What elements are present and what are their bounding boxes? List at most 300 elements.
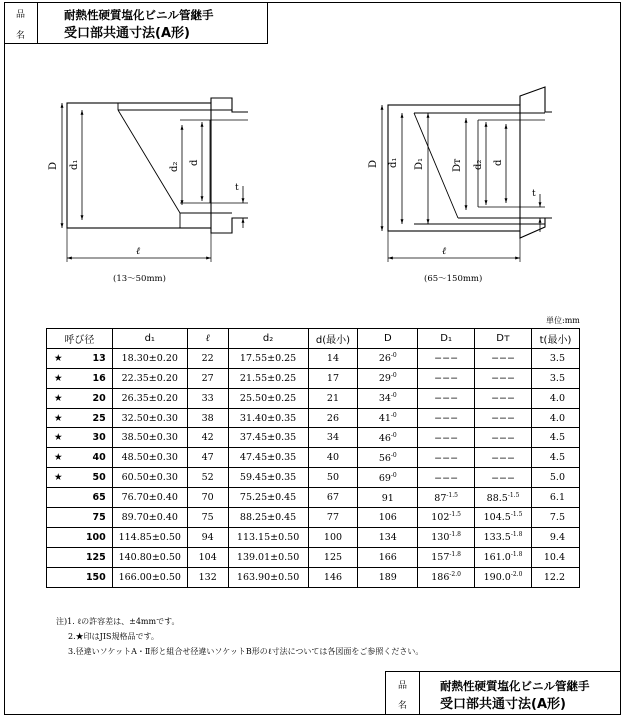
D-value: 106 — [378, 512, 397, 524]
table-row — [47, 448, 580, 468]
DT-tolerance: -1.5 — [507, 491, 520, 499]
dmin-value: 50 — [326, 472, 340, 484]
cell-D1 — [418, 388, 475, 408]
cell-d1 — [112, 448, 187, 468]
cell-dmin — [308, 468, 358, 488]
cell-d1 — [112, 348, 187, 368]
l-value: 70 — [201, 492, 214, 504]
D-tolerance: -0 — [390, 392, 397, 400]
cell-dmin — [308, 428, 358, 448]
cell-DT — [475, 348, 532, 368]
cell-DT — [475, 448, 532, 468]
cell-d1 — [112, 408, 187, 428]
cell-dmin — [308, 488, 358, 508]
D1-value: −−− — [434, 432, 459, 444]
table-row — [47, 348, 580, 368]
tmin-value: 3.5 — [549, 352, 565, 364]
cell-tmin — [531, 428, 579, 448]
cell-l — [187, 567, 228, 587]
d1-value: 18.30±0.20 — [121, 352, 178, 364]
cell-DT — [475, 547, 532, 567]
cell-dmin — [308, 547, 358, 567]
cell-D1 — [418, 368, 475, 388]
l-value: 22 — [201, 352, 214, 364]
DT-value: −−− — [491, 432, 515, 444]
cell-DT — [475, 488, 532, 508]
cell-D — [358, 547, 418, 567]
tmin-value: 4.0 — [549, 412, 565, 424]
d1-value: 76.70±0.40 — [121, 492, 178, 504]
dmin-value: 34 — [326, 432, 340, 444]
cell-DT — [475, 567, 532, 587]
jis-star: ★ — [54, 392, 63, 404]
tmin-value: 3.5 — [549, 372, 565, 384]
d2-value: 113.15±0.50 — [236, 531, 300, 543]
dmin-value: 14 — [326, 352, 340, 364]
cell-d2 — [228, 388, 308, 408]
D1-value: −−− — [434, 373, 459, 385]
cell-D1 — [418, 527, 475, 547]
cell-dmin — [308, 368, 358, 388]
DT-value: −−− — [491, 353, 515, 365]
right-bottom-flare — [520, 218, 552, 238]
DT-value: 133.5 — [483, 532, 511, 544]
right-label-d1: d₁ — [388, 157, 399, 168]
cell-d1 — [112, 567, 187, 587]
DT-value: −−− — [491, 413, 515, 424]
cell-D — [358, 348, 418, 368]
product-title-bottom: 耐熱性硬質塩化ビニル管継手 — [440, 679, 590, 693]
cell-D — [358, 388, 418, 408]
cell-nominal — [47, 348, 113, 368]
cell-DT — [475, 508, 532, 528]
l-value: 47 — [201, 452, 214, 464]
nominal-value: 150 — [85, 571, 106, 583]
D-value: 41 — [378, 413, 391, 424]
cell-tmin — [531, 348, 579, 368]
cell-nominal — [47, 567, 113, 587]
header-DT: Dт — [475, 329, 532, 349]
DT-value: −−− — [491, 472, 515, 484]
cell-D1 — [418, 428, 475, 448]
cell-tmin — [531, 488, 579, 508]
cell-tmin — [531, 567, 579, 587]
cell-DT — [475, 468, 532, 488]
D1-value: −−− — [434, 472, 459, 484]
tmin-value: 6.1 — [549, 492, 565, 504]
cell-nominal — [47, 388, 113, 408]
D-tolerance: -0 — [390, 352, 397, 360]
DT-tolerance: -1.8 — [510, 531, 523, 539]
product-subtitle: 受口部共通寸法(A形) — [64, 26, 190, 41]
cell-d1 — [112, 488, 187, 508]
cell-nominal — [47, 547, 113, 567]
cell-d2 — [228, 547, 308, 567]
jis-star: ★ — [54, 452, 63, 464]
cell-l — [187, 488, 228, 508]
nominal-value: 25 — [92, 412, 106, 424]
jis-star: ★ — [54, 472, 63, 484]
note-3: 3.径違いソケットA・Ⅱ形と組合せ径違いソケットB形のℓ寸法については各図面をご参照ください。 — [68, 647, 424, 656]
cell-l — [187, 468, 228, 488]
tmin-value: 4.5 — [549, 432, 565, 444]
left-label-l: ℓ — [136, 246, 141, 257]
cell-d1 — [112, 468, 187, 488]
cell-l — [187, 527, 228, 547]
cell-DT — [475, 388, 532, 408]
dmin-value: 17 — [326, 372, 340, 384]
D-value: 69 — [378, 472, 391, 484]
l-value: 75 — [201, 511, 214, 523]
label-hin: 品 — [16, 10, 26, 20]
d1-value: 22.35±0.20 — [121, 372, 178, 384]
cell-dmin — [308, 448, 358, 468]
left-label-d1: d₁ — [69, 159, 80, 170]
D-value: 91 — [381, 492, 394, 504]
header-nominal: 呼び径 — [47, 329, 113, 349]
cell-D1 — [418, 348, 475, 368]
D-tolerance: -0 — [390, 431, 397, 439]
D1-tolerance: -1.8 — [449, 551, 461, 559]
DT-value: 161.0 — [483, 552, 511, 564]
left-label-t: t — [235, 183, 239, 193]
cell-D — [358, 527, 418, 547]
cell-d1 — [112, 527, 187, 547]
d1-value: 114.85±0.50 — [118, 531, 181, 543]
right-label-D1: D₁ — [414, 157, 425, 170]
DT-value: −−− — [491, 373, 515, 385]
right-label-l: ℓ — [442, 246, 447, 257]
d2-value: 59.45±0.35 — [239, 472, 297, 484]
note-1: 注)1. ℓの許容差は、±4mmです。 — [56, 617, 180, 626]
dmin-value: 21 — [326, 392, 340, 404]
cell-d1 — [112, 508, 187, 528]
D1-value: −−− — [434, 452, 459, 464]
left-label-D: D — [48, 161, 59, 170]
title-block-bottom — [385, 671, 621, 715]
D-value: 189 — [378, 572, 397, 584]
unit-label: 単位:mm — [546, 316, 580, 325]
d1-value: 26.35±0.20 — [121, 392, 178, 404]
product-subtitle-bottom: 受口部共通寸法(A形) — [440, 697, 566, 712]
right-top-flare — [520, 87, 552, 112]
cell-nominal — [47, 508, 113, 528]
dimension-table — [46, 328, 580, 588]
tmin-value: 12.2 — [543, 571, 565, 583]
header-tmin: t(最小) — [531, 329, 579, 349]
l-value: 94 — [201, 531, 214, 543]
D1-tolerance: -1.5 — [446, 491, 458, 499]
cell-D1 — [418, 408, 475, 428]
table-row — [47, 547, 580, 567]
DT-value: 190.0 — [483, 572, 511, 584]
DT-value: 88.5 — [486, 492, 508, 504]
left-label-d2: d₂ — [169, 161, 180, 172]
D1-value: −−− — [434, 413, 459, 424]
right-label-d: d — [493, 159, 504, 166]
d1-value: 89.70±0.40 — [121, 511, 178, 523]
table-row — [47, 428, 580, 448]
cell-D1 — [418, 468, 475, 488]
nominal-value: 125 — [85, 551, 106, 563]
d2-value: 139.01±0.50 — [236, 551, 300, 563]
cell-tmin — [531, 448, 579, 468]
l-value: 52 — [201, 472, 214, 484]
cell-l — [187, 508, 228, 528]
cell-d1 — [112, 368, 187, 388]
right-caption: (65〜150mm) — [424, 274, 483, 284]
cell-l — [187, 428, 228, 448]
title-label-column-bottom — [386, 672, 420, 715]
cell-d2 — [228, 408, 308, 428]
left-drawing — [62, 98, 248, 262]
cell-DT — [475, 428, 532, 448]
note-2: 2.★印はJIS規格品です。 — [68, 632, 159, 641]
d1-value: 166.00±0.50 — [118, 571, 181, 583]
cell-d2 — [228, 567, 308, 587]
table-row — [47, 368, 580, 388]
table-header-row — [47, 329, 580, 349]
table-row — [47, 488, 580, 508]
jis-star: ★ — [54, 432, 63, 444]
D1-value: −−− — [434, 393, 459, 405]
dmin-value: 26 — [326, 412, 340, 424]
d2-value: 47.45±0.35 — [239, 452, 297, 464]
cell-D — [358, 368, 418, 388]
right-label-d2: d₂ — [473, 159, 484, 170]
cell-D — [358, 468, 418, 488]
d2-value: 31.40±0.35 — [239, 412, 297, 424]
cell-d2 — [228, 508, 308, 528]
product-title: 耐熱性硬質塩化ビニル管継手 — [64, 8, 214, 22]
d1-value: 48.50±0.30 — [121, 452, 178, 464]
D-tolerance: -0 — [390, 471, 397, 479]
dmin-value: 100 — [323, 531, 343, 543]
table-row — [47, 527, 580, 547]
tmin-value: 5.0 — [549, 472, 565, 484]
cell-nominal — [47, 408, 113, 428]
l-value: 104 — [198, 551, 217, 563]
cell-nominal — [47, 368, 113, 388]
cell-tmin — [531, 368, 579, 388]
cell-D1 — [418, 547, 475, 567]
table-row — [47, 408, 580, 428]
cell-d2 — [228, 428, 308, 448]
table-row — [47, 508, 580, 528]
cell-D — [358, 488, 418, 508]
D1-value: 157 — [431, 552, 450, 564]
l-value: 38 — [201, 412, 214, 424]
label-mei-bottom: 名 — [398, 701, 408, 711]
cell-tmin — [531, 408, 579, 428]
cell-D1 — [418, 567, 475, 587]
notes — [56, 614, 423, 659]
cell-D — [358, 448, 418, 468]
cell-tmin — [531, 508, 579, 528]
cell-d2 — [228, 448, 308, 468]
cell-d1 — [112, 388, 187, 408]
l-value: 42 — [201, 432, 214, 444]
cell-nominal — [47, 468, 113, 488]
cell-nominal — [47, 428, 113, 448]
cell-dmin — [308, 567, 358, 587]
cell-l — [187, 547, 228, 567]
cell-l — [187, 388, 228, 408]
right-label-DT: Dт — [452, 158, 463, 172]
cell-d2 — [228, 348, 308, 368]
cell-l — [187, 348, 228, 368]
nominal-value: 13 — [92, 352, 106, 364]
D-value: 46 — [378, 432, 391, 444]
cell-tmin — [531, 527, 579, 547]
cell-d2 — [228, 368, 308, 388]
dmin-value: 40 — [326, 452, 340, 464]
cell-tmin — [531, 547, 579, 567]
jis-star: ★ — [54, 352, 63, 364]
label-hin-bottom: 品 — [398, 681, 408, 691]
left-caption: (13〜50mm) — [113, 274, 166, 284]
cell-l — [187, 408, 228, 428]
D1-value: −−− — [434, 353, 459, 365]
cell-tmin — [531, 388, 579, 408]
cell-D — [358, 428, 418, 448]
left-bottom-step — [211, 218, 248, 233]
cell-d2 — [228, 468, 308, 488]
nominal-value: 16 — [92, 372, 106, 384]
tmin-value: 4.5 — [549, 452, 565, 464]
d1-value: 32.50±0.30 — [121, 412, 178, 424]
table-row — [47, 468, 580, 488]
l-value: 33 — [201, 392, 214, 404]
dmin-value: 77 — [326, 511, 340, 523]
cell-D — [358, 567, 418, 587]
DT-tolerance: -1.8 — [510, 551, 523, 559]
table-row — [47, 388, 580, 408]
nominal-value: 75 — [92, 511, 106, 523]
cell-D1 — [418, 508, 475, 528]
right-drawing — [382, 87, 552, 262]
cell-DT — [475, 408, 532, 428]
D-tolerance: -0 — [390, 412, 397, 419]
D1-value: 130 — [431, 532, 450, 544]
cell-l — [187, 368, 228, 388]
cell-tmin — [531, 468, 579, 488]
DT-value: −−− — [491, 393, 515, 405]
D-tolerance: -0 — [390, 372, 397, 380]
cell-nominal — [47, 448, 113, 468]
tmin-value: 7.5 — [549, 511, 565, 523]
d2-value: 88.25±0.45 — [239, 511, 297, 523]
D-value: 29 — [378, 373, 391, 385]
header-l: ℓ — [187, 329, 228, 349]
cell-nominal — [47, 488, 113, 508]
D-value: 56 — [378, 452, 391, 464]
D1-value: 102 — [431, 512, 450, 524]
nominal-value: 100 — [85, 531, 106, 543]
header-d2: d₂ — [228, 329, 308, 349]
d1-value: 60.50±0.30 — [121, 472, 178, 484]
cell-DT — [475, 527, 532, 547]
dmin-value: 67 — [326, 492, 340, 504]
cell-d1 — [112, 547, 187, 567]
DT-tolerance: -2.0 — [510, 571, 523, 579]
d2-value: 17.55±0.25 — [239, 352, 297, 364]
D1-tolerance: -1.8 — [449, 531, 461, 539]
DT-value: 104.5 — [483, 512, 511, 524]
cell-D1 — [418, 448, 475, 468]
nominal-value: 50 — [92, 472, 106, 484]
left-label-d: d — [189, 159, 200, 166]
tmin-value: 10.4 — [543, 551, 565, 563]
DT-tolerance: -1.5 — [510, 511, 523, 519]
right-label-D: D — [368, 159, 379, 168]
table-row — [47, 567, 580, 587]
right-label-t: t — [532, 189, 536, 199]
D-value: 134 — [378, 532, 397, 544]
d2-value: 37.45±0.35 — [239, 432, 297, 444]
d1-value: 38.50±0.30 — [121, 432, 178, 444]
cell-dmin — [308, 388, 358, 408]
cell-d2 — [228, 527, 308, 547]
cell-nominal — [47, 527, 113, 547]
DT-value: −−− — [491, 452, 515, 464]
D1-value: 87 — [434, 492, 447, 504]
l-value: 132 — [198, 571, 217, 583]
l-value: 27 — [201, 372, 214, 384]
d2-value: 163.90±0.50 — [236, 571, 300, 583]
jis-star: ★ — [54, 412, 63, 424]
cell-dmin — [308, 508, 358, 528]
D-value: 34 — [378, 393, 391, 405]
nominal-value: 20 — [92, 392, 106, 404]
D1-value: 186 — [431, 572, 450, 584]
cell-dmin — [308, 348, 358, 368]
D-value: 26 — [378, 353, 391, 365]
tmin-value: 9.4 — [549, 531, 565, 543]
nominal-value: 40 — [92, 452, 106, 464]
d2-value: 25.50±0.25 — [239, 392, 297, 404]
label-mei: 名 — [16, 31, 26, 41]
d1-value: 140.80±0.50 — [118, 551, 181, 563]
header-D1: D₁ — [418, 329, 475, 349]
cell-D1 — [418, 488, 475, 508]
cell-dmin — [308, 408, 358, 428]
header-dmin: d(最小) — [308, 329, 358, 349]
header-D: D — [358, 329, 418, 349]
cell-dmin — [308, 527, 358, 547]
jis-star: ★ — [54, 372, 63, 384]
D-value: 166 — [378, 552, 397, 564]
cell-d2 — [228, 488, 308, 508]
tmin-value: 4.0 — [549, 392, 565, 404]
D1-tolerance: -1.5 — [449, 511, 461, 519]
D-tolerance: -0 — [390, 451, 397, 459]
cell-D — [358, 508, 418, 528]
D1-tolerance: -2.0 — [449, 571, 461, 579]
d2-value: 21.55±0.25 — [239, 372, 297, 384]
dmin-value: 125 — [323, 551, 343, 563]
nominal-value: 30 — [92, 432, 106, 444]
cell-D — [358, 408, 418, 428]
socket-drawings — [0, 0, 627, 300]
header-d1: d₁ — [112, 329, 187, 349]
cell-d1 — [112, 428, 187, 448]
nominal-value: 65 — [92, 492, 106, 504]
d2-value: 75.25±0.45 — [239, 492, 297, 504]
cell-DT — [475, 368, 532, 388]
dmin-value: 146 — [323, 571, 343, 583]
cell-l — [187, 448, 228, 468]
